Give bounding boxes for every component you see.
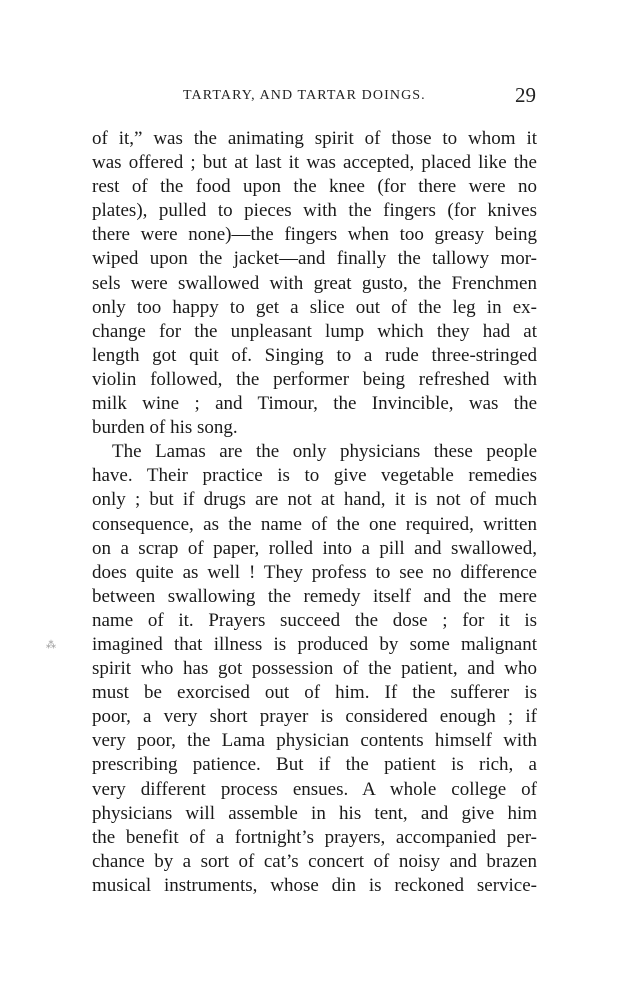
paragraph-start-line: The Lamas are the only physicians these people (112, 441, 537, 463)
text-line: between swallowing the remedy itself and the mere (92, 585, 537, 607)
text-line: musical instruments, whose din is reckoned service- (92, 874, 537, 896)
text-line: poor, a very short prayer is considered enough ; if (92, 706, 537, 728)
text-line: very different process ensues. A whole college of (92, 778, 537, 800)
text-line: must be exorcised out of him. If the sufferer is (92, 682, 537, 704)
body-text (92, 127, 537, 898)
text-line: sels were swallowed with great gusto, the Frenchmen (92, 272, 537, 294)
text-line: rest of the food upon the knee (for there were no (92, 176, 537, 198)
text-line: have. Their practice is to give vegetable remedies (92, 465, 537, 487)
text-line: only ; but if drugs are not at hand, it is not of much (92, 489, 537, 511)
text-line: chance by a sort of cat’s concert of noisy and brazen (92, 850, 537, 872)
text-line: of it,” was the animating spirit of those to whom it (92, 128, 537, 149)
page-number: 29 (515, 83, 536, 107)
text-line: consequence, as the name of the one required, written (92, 513, 537, 535)
text-line: name of it. Prayers succeed the dose ; for it is (92, 609, 537, 631)
text-line: change for the unpleasant lump which they had at (92, 320, 537, 342)
text-line: violin followed, the performer being refreshed with (92, 368, 537, 390)
text-line: the benefit of a fortnight’s prayers, accompanied per- (92, 826, 537, 848)
text-line: milk wine ; and Timour, the Invincible, was the (92, 393, 537, 415)
text-line: only too happy to get a slice out of the leg in ex- (92, 296, 537, 318)
text-line: was offered ; but at last it was accepted, placed like the (92, 152, 537, 174)
margin-speck-icon: ⁂ (46, 640, 56, 651)
text-line: plates), pulled to pieces with the fingers (for knives (92, 200, 537, 222)
paragraph-end-line: burden of his song. (92, 417, 238, 439)
text-line: on a scrap of paper, rolled into a pill and swallowed, (92, 537, 537, 559)
text-line: prescribing patience. But if the patient is rich, a (92, 754, 537, 776)
text-line: spirit who has got possession of the patient, and who (92, 658, 537, 680)
text-line: wiped upon the jacket—and finally the tallowy mor- (92, 248, 537, 270)
text-line: physicians will assemble in his tent, and give him (92, 802, 537, 824)
text-line: very poor, the Lama physician contents himself with (92, 730, 537, 752)
text-line: imagined that illness is produced by some malignant (92, 633, 537, 655)
running-title: TARTARY, AND TARTAR DOINGS. (183, 88, 426, 103)
text-line: length got quit of. Singing to a rude three-stringed (92, 344, 537, 366)
text-line: there were none)—the fingers when too greasy being (92, 224, 537, 246)
text-line: does quite as well ! They profess to see no difference (92, 561, 537, 583)
